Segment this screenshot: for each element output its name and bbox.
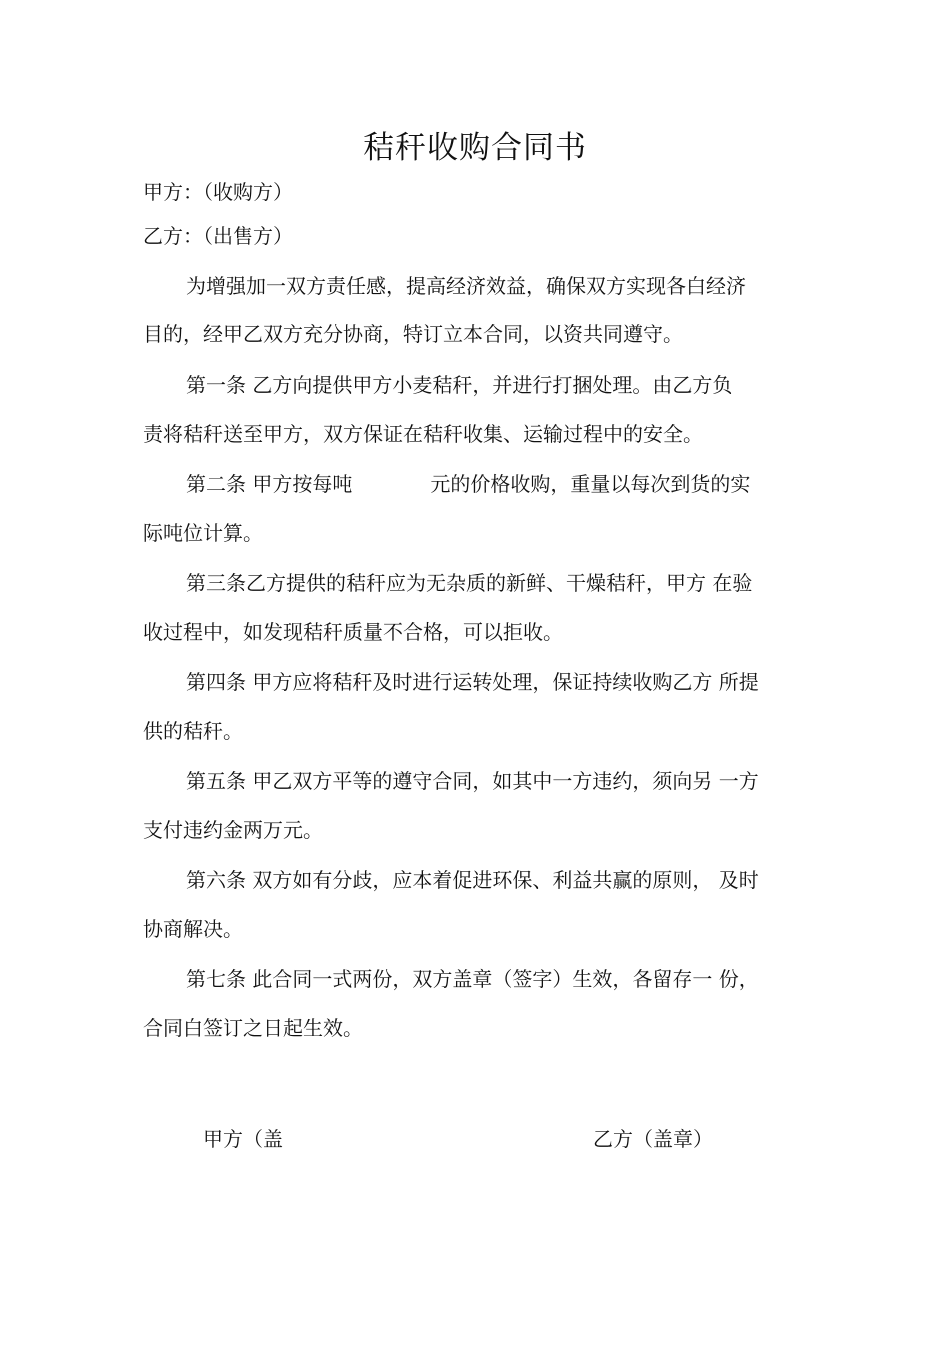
- article-2-line-2: 际吨位计算。: [143, 521, 263, 545]
- article-5-line-2: 支付违约金两万元。: [143, 818, 323, 842]
- intro-line-1: 为增强加一双方责任感，提高经济效益，确保双方实现各白经济: [186, 274, 746, 298]
- article-5-line-1: 第五条 甲乙双方平等的遵守合同，如其中一方违约，须向另 一方: [186, 769, 759, 793]
- article-6-line-2: 协商解决。: [143, 917, 243, 941]
- article-2-text-before-blank: 第二条 甲方按每吨: [186, 472, 353, 496]
- party-b-line: 乙方：（出售方）: [143, 224, 293, 248]
- article-4-line-2: 供的秸秆。: [143, 719, 243, 743]
- article-1-line-1: 第一条 乙方向提供甲方小麦秸秆，并进行打捆处理。由乙方负: [186, 373, 733, 397]
- document-title: 秸秆收购合同书: [363, 130, 587, 166]
- article-1-line-2: 责将秸秆送至甲方，双方保证在秸秆收集、运输过程中的安全。: [143, 422, 703, 446]
- article-2-text-after-blank: 元的价格收购，重量以每次到货的实: [430, 472, 751, 496]
- article-7-line-1: 第七条 此合同一式两份，双方盖章（签字）生效，各留存一 份，: [186, 967, 759, 991]
- article-7-line-2: 合同白签订之日起生效。: [143, 1016, 363, 1040]
- article-3-line-1: 第三条乙方提供的秸秆应为无杂质的新鲜、干燥秸秆，甲方 在验: [186, 571, 753, 595]
- article-4-line-1: 第四条 甲方应将秸秆及时进行运转处理，保证持续收购乙方 所提: [186, 670, 759, 694]
- article-2-line-1: [186, 470, 750, 498]
- party-a-line: 甲方：（收购方）: [143, 180, 293, 204]
- article-3-line-2: 收过程中，如发现秸秆质量不合格，可以拒收。: [143, 620, 563, 644]
- article-6-line-1: 第六条 双方如有分歧，应本着促进环保、利益共赢的原则， 及时: [186, 868, 759, 892]
- party-b-signature: 乙方（盖章）: [593, 1127, 713, 1151]
- party-a-signature: 甲方（盖: [203, 1127, 283, 1151]
- intro-line-2: 目的，经甲乙双方充分协商，特订立本合同，以资共同遵守。: [143, 322, 683, 346]
